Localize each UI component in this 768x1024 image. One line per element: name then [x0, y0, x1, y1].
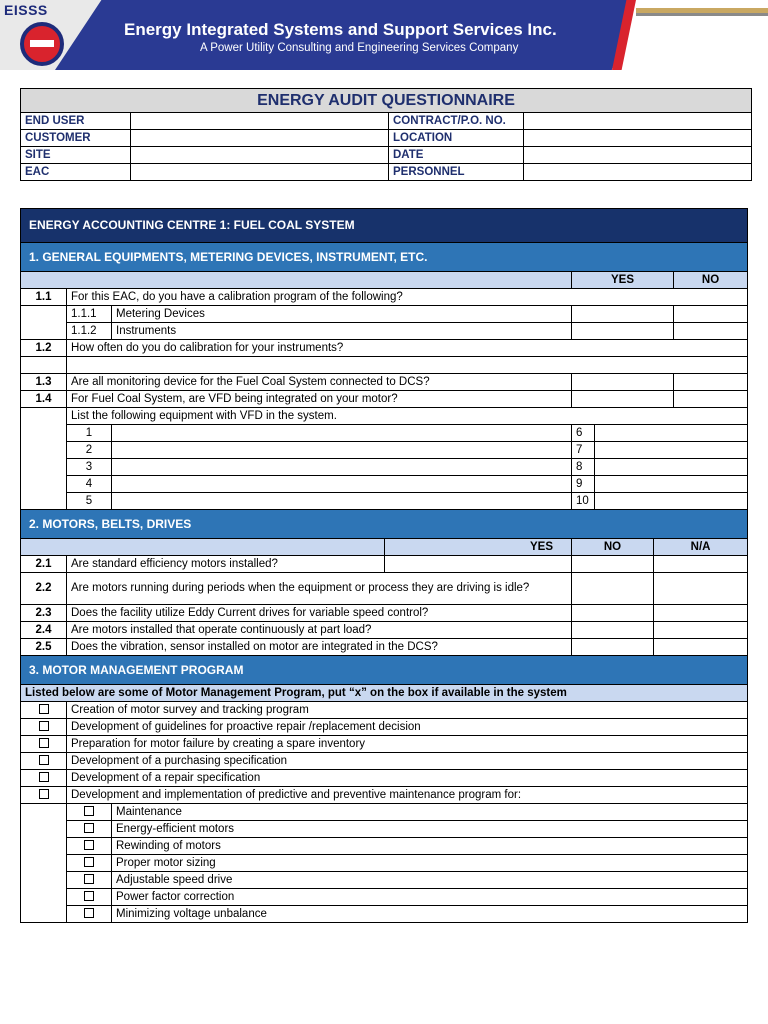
vfd-entry-field[interactable]	[112, 442, 572, 459]
mmp-checkbox[interactable]	[21, 736, 67, 753]
mmp-sub-checkbox[interactable]	[67, 872, 112, 889]
q1-3-yes-box[interactable]	[572, 374, 674, 391]
section3-instruction: Listed below are some of Motor Management Program, put “x” on the box if available in the system	[21, 685, 748, 702]
q1-1-1-no-box[interactable]	[674, 306, 748, 323]
checkbox-icon[interactable]	[84, 891, 94, 901]
mmp-subitem: Rewinding of motors	[112, 838, 748, 855]
mmp-item: Development and implementation of predictive and preventive maintenance program for:	[67, 787, 748, 804]
section2-title: 2. MOTORS, BELTS, DRIVES	[21, 510, 748, 539]
vfd-number: 9	[572, 476, 595, 493]
mmp-subitem: Maintenance	[112, 804, 748, 821]
checkbox-icon[interactable]	[39, 738, 49, 748]
checkbox-icon[interactable]	[84, 857, 94, 867]
mmp-subitem: Minimizing voltage unbalance	[112, 906, 748, 923]
q2-1-na-box[interactable]	[654, 556, 748, 573]
checkbox-icon[interactable]	[39, 704, 49, 714]
eac-label: EAC	[21, 164, 131, 181]
vfd-entry-field[interactable]	[595, 459, 748, 476]
vfd-entry-field[interactable]	[595, 425, 748, 442]
q2-2-no-box[interactable]	[572, 573, 654, 605]
mmp-subitem: Adjustable speed drive	[112, 872, 748, 889]
company-name: Energy Integrated Systems and Support Services Inc.	[124, 20, 557, 39]
location-label: LOCATION	[389, 130, 524, 147]
q2-3-no-box[interactable]	[572, 605, 654, 622]
info-table	[20, 88, 752, 181]
vfd-entry-field[interactable]	[112, 493, 572, 510]
vfd-entry-field[interactable]	[595, 442, 748, 459]
section2-na-header: N/A	[654, 539, 748, 556]
q2-4-no-box[interactable]	[572, 622, 654, 639]
section1-yes-header: YES	[572, 272, 674, 289]
site-label: SITE	[21, 147, 131, 164]
mmp-sub-checkbox[interactable]	[67, 804, 112, 821]
logo-text: EISSS	[4, 2, 48, 18]
checkbox-icon[interactable]	[39, 721, 49, 731]
mmp-checkbox[interactable]	[21, 770, 67, 787]
date-label: DATE	[389, 147, 524, 164]
contract-label: CONTRACT/P.O. NO.	[389, 113, 524, 130]
checkbox-icon[interactable]	[39, 755, 49, 765]
eac-title: ENERGY ACCOUNTING CENTRE 1: FUEL COAL SYSTEM	[21, 209, 748, 243]
q1-1-2-yes-box[interactable]	[572, 323, 674, 340]
q2-5-no-box[interactable]	[572, 639, 654, 656]
vfd-entry-field[interactable]	[112, 459, 572, 476]
vfd-entry-field[interactable]	[595, 476, 748, 493]
mmp-checkbox[interactable]	[21, 702, 67, 719]
mmp-item: Creation of motor survey and tracking program	[67, 702, 748, 719]
mmp-sub-checkbox[interactable]	[67, 889, 112, 906]
q1-1-1-number: 1.1.1	[67, 306, 112, 323]
q1-4-number: 1.4	[21, 391, 67, 408]
vfd-number: 1	[67, 425, 112, 442]
q2-3-number: 2.3	[21, 605, 67, 622]
header-banner	[0, 0, 768, 70]
q1-4-no-box[interactable]	[674, 391, 748, 408]
q2-1-text: Are standard efficiency motors installed?	[67, 556, 385, 573]
q1-1-2-text: Instruments	[112, 323, 572, 340]
page-title: ENERGY AUDIT QUESTIONNAIRE	[21, 89, 752, 113]
vfd-entry-field[interactable]	[112, 425, 572, 442]
company-logo-icon	[20, 22, 64, 66]
q2-2-na-box[interactable]	[654, 573, 748, 605]
q1-3-text: Are all monitoring device for the Fuel Coal System connected to DCS?	[67, 374, 572, 391]
q2-3-text: Does the facility utilize Eddy Current drives for variable speed control?	[67, 605, 572, 622]
personnel-label: PERSONNEL	[389, 164, 524, 181]
mmp-sub-checkbox[interactable]	[67, 855, 112, 872]
q1-2-answer-field[interactable]	[67, 357, 748, 374]
checkbox-icon[interactable]	[39, 772, 49, 782]
customer-field[interactable]	[131, 130, 389, 147]
mmp-sub-checkbox[interactable]	[67, 906, 112, 923]
vfd-number: 8	[572, 459, 595, 476]
q2-1-yes-box[interactable]	[385, 556, 572, 573]
q1-2-answer-spacer	[21, 357, 67, 374]
q2-5-text: Does the vibration, sensor installed on motor are integrated in the DCS?	[67, 639, 572, 656]
mmp-item: Development of guidelines for proactive repair /replacement decision	[67, 719, 748, 736]
q2-4-text: Are motors installed that operate continuously at part load?	[67, 622, 572, 639]
section1-no-header: NO	[674, 272, 748, 289]
vfd-number: 4	[67, 476, 112, 493]
vfd-entry-field[interactable]	[595, 493, 748, 510]
q1-3-number: 1.3	[21, 374, 67, 391]
mmp-subitem: Power factor correction	[112, 889, 748, 906]
checkbox-icon[interactable]	[84, 840, 94, 850]
q1-2-number: 1.2	[21, 340, 67, 357]
section2-no-header: NO	[572, 539, 654, 556]
banner-gray-line	[636, 13, 768, 16]
questionnaire-table	[20, 208, 748, 923]
vfd-number: 5	[67, 493, 112, 510]
q1-4-text: For Fuel Coal System, are VFD being integrated on your motor?	[67, 391, 572, 408]
vfd-number: 6	[572, 425, 595, 442]
q2-1-no-box[interactable]	[572, 556, 654, 573]
section2-yes-header: YES	[385, 539, 572, 556]
mmp-item: Development of a repair specification	[67, 770, 748, 787]
vfd-list-label: List the following equipment with VFD in the system.	[67, 408, 748, 425]
location-field[interactable]	[524, 130, 752, 147]
section2-header-blank	[21, 539, 385, 556]
mmp-checkbox[interactable]	[21, 753, 67, 770]
q2-4-number: 2.4	[21, 622, 67, 639]
q2-5-number: 2.5	[21, 639, 67, 656]
checkbox-icon[interactable]	[39, 789, 49, 799]
q1-1-number: 1.1	[21, 289, 67, 306]
contract-field[interactable]	[524, 113, 752, 130]
checkbox-icon[interactable]	[84, 806, 94, 816]
q2-1-number: 2.1	[21, 556, 67, 573]
mmp-sub-checkbox[interactable]	[67, 821, 112, 838]
q1-1-1-text: Metering Devices	[112, 306, 572, 323]
site-field[interactable]	[131, 147, 389, 164]
mmp-item: Development of a purchasing specification	[67, 753, 748, 770]
customer-label: CUSTOMER	[21, 130, 131, 147]
vfd-number: 7	[572, 442, 595, 459]
mmp-checkbox[interactable]	[21, 787, 67, 804]
q2-3-na-box[interactable]	[654, 605, 748, 622]
vfd-number: 10	[572, 493, 595, 510]
q2-4-na-box[interactable]	[654, 622, 748, 639]
date-field[interactable]	[524, 147, 752, 164]
q1-1-text: For this EAC, do you have a calibration program of the following?	[67, 289, 748, 306]
vfd-entry-field[interactable]	[112, 476, 572, 493]
company-tagline: A Power Utility Consulting and Engineering Services Company	[200, 42, 519, 54]
mmp-checkbox[interactable]	[21, 719, 67, 736]
q1-3-no-box[interactable]	[674, 374, 748, 391]
checkbox-icon[interactable]	[84, 823, 94, 833]
q1-1-sub-spacer	[21, 306, 67, 340]
mmp-item: Preparation for motor failure by creating a spare inventory	[67, 736, 748, 753]
q2-2-number: 2.2	[21, 573, 67, 605]
section1-title: 1. GENERAL EQUIPMENTS, METERING DEVICES, INSTRUMENT, ETC.	[21, 243, 748, 272]
q1-4-yes-box[interactable]	[572, 391, 674, 408]
q1-1-1-yes-box[interactable]	[572, 306, 674, 323]
q2-2-text: Are motors running during periods when the equipment or process they are driving is idle?	[67, 573, 572, 605]
vfd-list-spacer	[21, 408, 67, 510]
q2-5-na-box[interactable]	[654, 639, 748, 656]
checkbox-icon[interactable]	[84, 874, 94, 884]
checkbox-icon[interactable]	[84, 908, 94, 918]
mmp-subitem: Proper motor sizing	[112, 855, 748, 872]
section1-header-blank	[21, 272, 572, 289]
vfd-number: 3	[67, 459, 112, 476]
eac-field[interactable]	[131, 164, 389, 181]
end-user-label: END USER	[21, 113, 131, 130]
mmp-sub-checkbox[interactable]	[67, 838, 112, 855]
mmp-sub-spacer	[21, 804, 67, 923]
section3-title: 3. MOTOR MANAGEMENT PROGRAM	[21, 656, 748, 685]
q1-1-2-no-box[interactable]	[674, 323, 748, 340]
end-user-field[interactable]	[131, 113, 389, 130]
vfd-number: 2	[67, 442, 112, 459]
mmp-subitem: Energy-efficient motors	[112, 821, 748, 838]
personnel-field[interactable]	[524, 164, 752, 181]
q1-1-2-number: 1.1.2	[67, 323, 112, 340]
q1-2-text: How often do you do calibration for your instruments?	[67, 340, 748, 357]
